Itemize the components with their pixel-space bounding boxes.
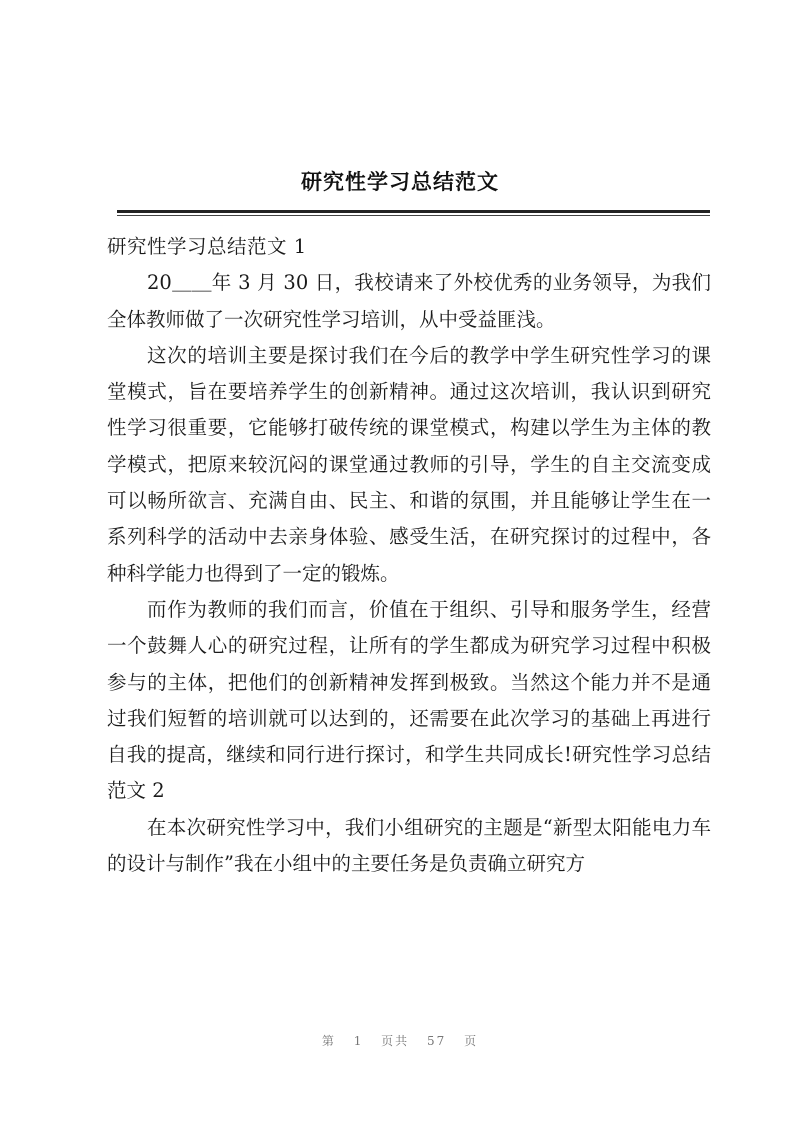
paragraph-1: 20＿＿年 3 月 30 日，我校请来了外校优秀的业务领导，为我们全体教师做了一次研究性学习培训，从中受益匪浅。: [107, 271, 711, 331]
footer-prefix: 第: [321, 1034, 336, 1048]
section-heading: 研究性学习总结范文 1: [107, 235, 307, 258]
paragraph-4: 在本次研究性学习中，我们小组研究的主题是“新型太阳能电力车的设计与制作”我在小组中的主要任务是负责确立研究方: [107, 815, 711, 876]
document-body: [107, 229, 711, 882]
page-title: 研究性学习总结范文: [301, 169, 499, 194]
footer-total-pages: 57: [427, 1034, 447, 1048]
footer-middle: 页共: [381, 1034, 410, 1048]
footer-suffix: 页: [464, 1034, 479, 1048]
footer-page-number: 1: [353, 1034, 364, 1048]
title-divider-thin: [117, 215, 710, 216]
page-footer: [0, 1032, 800, 1049]
title-divider-thick: [117, 210, 710, 213]
paragraph-3: 而作为教师的我们而言，价值在于组织、引导和服务学生，经营一个鼓舞人心的研究过程，让所有的学生都成为研究学习过程中积极参与的主体，把他们的创新精神发挥到极致。当然这个能力并不是通过我们短暂的培训就可以达到的，还需要在此次学习的基础上再进行自我的提高，继续和同行进行探讨，和学生共同成长!研究性学习总结范文 2: [107, 597, 711, 803]
paragraph-2: 这次的培训主要是探讨我们在今后的教学中学生研究性学习的课堂模式，旨在要培养学生的创新精神。通过这次培训，我认识到研究性学习很重要，它能够打破传统的课堂模式，构建以学生为主体的教学模式，把原来较沉闷的课堂通过教师的引导，学生的自主交流变成可以畅所欲言、充满自由、民主、和谐的氛围，并且能够让学生在一系列科学的活动中去亲身体验、感受生活，在研究探讨的过程中，各种科学能力也得到了一定的锻炼。: [107, 343, 711, 585]
